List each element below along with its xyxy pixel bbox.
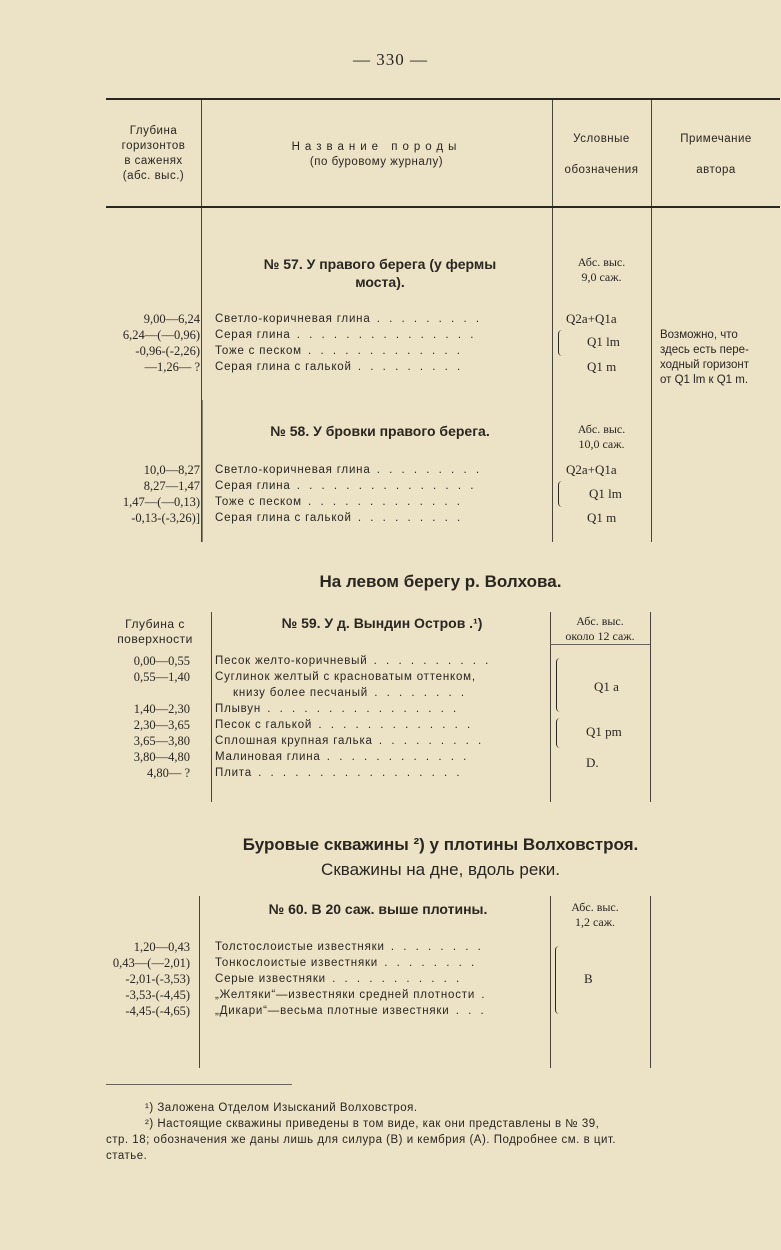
depth-value: 1,47—(—0,13) <box>122 495 200 509</box>
section-60-symbol: B <box>584 971 593 986</box>
depth-value: 1,20—0,43 <box>133 940 190 954</box>
brace <box>558 481 563 507</box>
brace <box>556 718 561 748</box>
left-bank-title: На левом берегу р. Волхова. <box>319 572 562 591</box>
rock-row: Светло-коричневая глина . . . . . . . . . <box>215 313 483 325</box>
brace <box>558 330 563 356</box>
section-59-header-rule <box>550 644 650 645</box>
rock-row: Сплошная крупная галька . . . . . . . . . <box>215 735 485 747</box>
header-author-note: Примечание автора <box>680 133 752 176</box>
section-58-depths <box>60 462 200 532</box>
rock-row: Песок желто-коричневый . . . . . . . . . . <box>215 655 492 667</box>
section-59-symbol-2: Q1 pm <box>586 724 622 739</box>
depth-value: 0,55—1,40 <box>133 670 190 684</box>
section-59-title: № 59. У д. Вындин Остров .¹) <box>281 615 483 631</box>
rock-row: Серая глина . . . . . . . . . . . . . . . <box>215 329 477 341</box>
depth-value: —1,26— ? <box>144 360 200 374</box>
section-60-abs-height: Абс. выс. 1,2 саж. <box>571 900 619 929</box>
section-59-rocks <box>215 653 547 781</box>
section-60-rocks <box>215 939 547 1019</box>
section-59-symbol-3: D. <box>586 755 599 770</box>
header-top-rule <box>106 98 780 100</box>
section-59-abs-height: Абс. выс. около 12 саж. <box>565 614 635 643</box>
rock-row: Толстослоистые известняки . . . . . . . . <box>215 941 484 953</box>
rock-row: Серая глина с галькой . . . . . . . . . <box>215 512 464 524</box>
depth-value: 0,00—0,55 <box>133 654 190 668</box>
section-57-symbol-2: Q1 lm <box>587 334 620 349</box>
rock-row: Плывун . . . . . . . . . . . . . . . . <box>215 703 460 715</box>
body-divider-3 <box>651 208 652 542</box>
depth-value: -0,96-(-2,26) <box>135 344 200 358</box>
section-58-symbol-1: Q2a+Q1a <box>566 462 617 477</box>
header-symbols: Условные обозначения <box>564 133 639 176</box>
depth-value: -0,13-(-3,26)] <box>131 511 200 525</box>
body-divider-4 <box>202 400 203 542</box>
section-58-symbol-2: Q1 lm <box>589 486 622 501</box>
bore-holes-title: Буровые скважины ²) у плотины Волховстроя. <box>242 835 639 854</box>
rock-row: Светло-коричневая глина . . . . . . . . . <box>215 464 483 476</box>
footnote-1: ¹) Заложена Отделом Изысканий Волховстроя. <box>145 1102 418 1114</box>
header-bottom-rule <box>106 206 780 208</box>
footnote-2-line-3: статье. <box>106 1150 148 1162</box>
author-note: Возможно, что здесь есть пере- ходный горизонт от Q1 lm к Q1 m. <box>660 329 750 386</box>
section-57-rocks <box>215 311 545 375</box>
section-57-symbol-1: Q2a+Q1a <box>566 311 617 326</box>
rock-row: „Желтяки“—известняки средней плотности . <box>215 989 488 1001</box>
section-57-abs-height: Абс. выс. 9,0 саж. <box>577 255 626 284</box>
depth-value: 9,00—6,24 <box>143 312 200 326</box>
section-60-depths <box>60 939 190 1029</box>
section-58-abs-height: Абс. выс. 10,0 саж. <box>577 422 626 451</box>
depth-value: 4,80— ? <box>146 766 190 780</box>
depth-value: -2,01-(-3,53) <box>125 972 190 986</box>
s59-divider-1 <box>211 612 212 802</box>
bore-holes-subtitle: Скважины на дне, вдоль реки. <box>321 860 560 879</box>
rock-row: Песок с галькой . . . . . . . . . . . . . <box>215 719 474 731</box>
section-58-rocks <box>215 462 545 526</box>
rock-row: Малиновая глина . . . . . . . . . . . . <box>215 751 470 763</box>
footnote-2-line-2: стр. 18; обозначения же даны лишь для силура (B) и кембрия (A). Подробнее см. в цит. <box>106 1134 617 1146</box>
depth-value: 3,80—4,80 <box>133 750 190 764</box>
depth-value: 3,65—3,80 <box>133 734 190 748</box>
rock-row: „Дикари“—весьма плотные известняки . . . <box>215 1005 487 1017</box>
footnote-2-line-1: ²) Настоящие скважины приведены в том виде, как они представлены в № 39, <box>145 1118 600 1130</box>
depth-value: 0,43—(—2,01) <box>112 956 190 970</box>
section-59-depths <box>60 653 190 793</box>
section-58-symbol-3: Q1 m <box>587 510 617 525</box>
page-number: — 330 — <box>353 50 428 69</box>
depth-value: -4,45-(-4,65) <box>125 1004 190 1018</box>
rock-row: Серые известняки . . . . . . . . . . . <box>215 973 463 985</box>
depth-value: 10,0—8,27 <box>143 463 200 477</box>
rock-row: Плита . . . . . . . . . . . . . . . . . <box>215 767 463 779</box>
section-57-depths <box>60 311 200 381</box>
depth-value: 1,40—2,30 <box>133 702 190 716</box>
section-60-title: № 60. В 20 саж. выше плотины. <box>268 901 488 917</box>
footnote-rule <box>106 1084 292 1085</box>
s59-divider-3 <box>650 612 651 802</box>
section-57-symbol-3: Q1 m <box>587 359 617 374</box>
rock-row: Серая глина с галькой . . . . . . . . . <box>215 361 464 373</box>
depth-value: 8,27—1,47 <box>143 479 200 493</box>
header-depth: Глубина горизонтов в саженях (абс. выс.) <box>121 125 186 182</box>
section-59-depth-header: Глубина с поверхности <box>117 617 193 646</box>
rock-row: Тоже с песком . . . . . . . . . . . . . <box>215 345 463 357</box>
rock-row: Суглинок желтый с красноватым оттенком, <box>215 671 476 683</box>
rock-row: Тоже с песком . . . . . . . . . . . . . <box>215 496 463 508</box>
rock-row: Серая глина . . . . . . . . . . . . . . . <box>215 480 477 492</box>
section-58-title: № 58. У бровки правого берега. <box>270 423 490 439</box>
section-57-title: № 57. У правого берега (у фермы моста). <box>263 256 497 290</box>
rock-row: Тонкослоистые известняки . . . . . . . . <box>215 957 478 969</box>
depth-value: -3,53-(-4,45) <box>125 988 190 1002</box>
s60-divider-1 <box>199 896 200 1068</box>
depth-value: 6,24—(—0,96) <box>122 328 200 342</box>
section-59-symbol-1: Q1 a <box>594 679 619 694</box>
brace <box>555 946 560 1014</box>
rock-row: книзу более песчаный . . . . . . . . <box>233 687 468 699</box>
s60-divider-3 <box>650 896 651 1068</box>
brace <box>556 658 561 712</box>
depth-value: 2,30—3,65 <box>133 718 190 732</box>
header-rock-name: Название породы (по буровому журналу) <box>291 141 462 168</box>
